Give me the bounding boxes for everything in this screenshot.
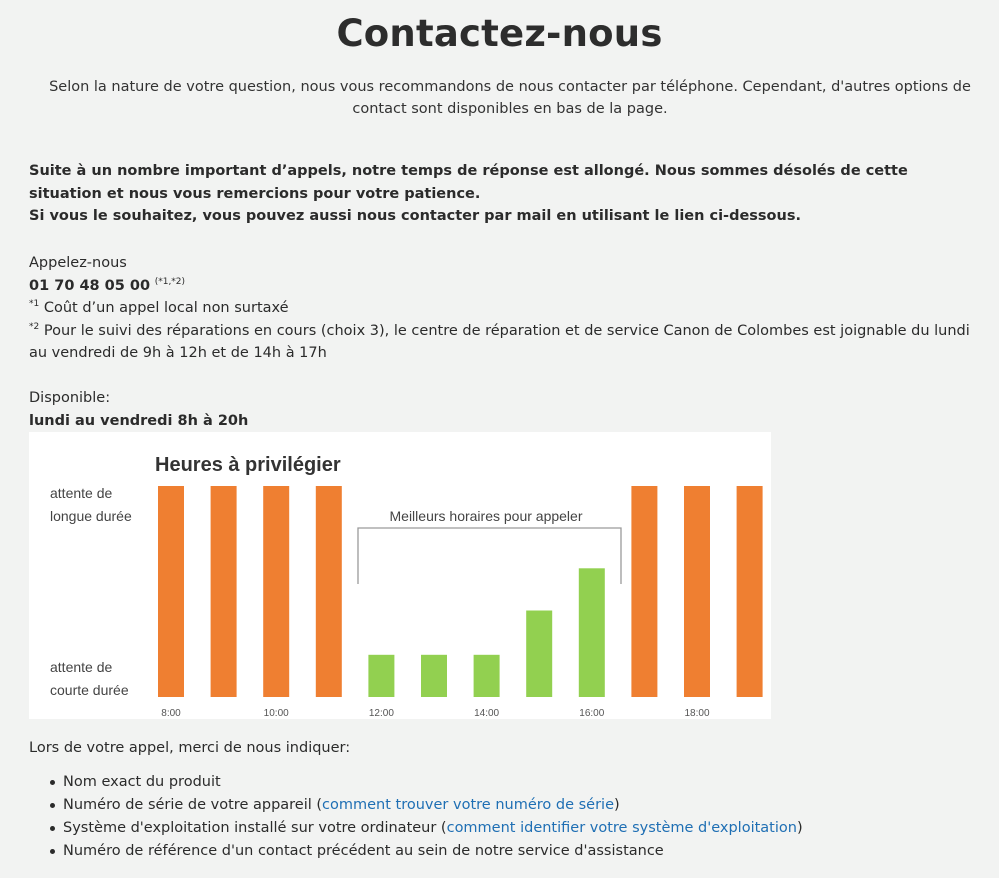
call-hours-chart xyxy=(29,432,771,719)
intro-text: Selon la nature de votre question, nous vous recommandons de nous contacter par téléphone. Cependant, d'autres options de contact sont disponibles en bas de la page. xyxy=(49,79,971,117)
phone-number[interactable]: 01 70 48 05 00 xyxy=(29,277,151,294)
instructions-list xyxy=(29,771,803,863)
tick-labels-group xyxy=(161,708,710,719)
item-reference-number: Numéro de référence d'un contact précédent au sein de notre service d'assistance xyxy=(63,843,664,859)
instructions-intro: Lors de votre appel, merci de nous indiquer: xyxy=(29,740,351,756)
availability-section xyxy=(29,387,248,432)
os-help-link[interactable]: comment identifier votre système d'exploitation xyxy=(446,820,797,836)
delay-notice xyxy=(29,160,979,228)
item-serial-text: Numéro de série de votre appareil ( xyxy=(63,797,323,813)
bar-19h00 xyxy=(737,486,763,697)
item-product-name: Nom exact du produit xyxy=(63,774,221,790)
bar-17h00 xyxy=(631,486,657,697)
footnote-1-mark: *1 xyxy=(29,299,40,309)
list-item xyxy=(63,817,803,840)
chart-svg xyxy=(29,432,771,719)
y-label-top-line-1: attente de xyxy=(50,485,113,501)
availability-label: Disponible: xyxy=(29,390,111,406)
tick-label: 16:00 xyxy=(579,708,605,719)
tick-label: 12:00 xyxy=(368,708,394,719)
bar-13h00 xyxy=(421,655,447,697)
tick-label: 14:00 xyxy=(474,708,500,719)
footnote-2: Pour le suivi des réparations en cours (choix 3), le centre de réparation et de service Canon de Colombes est joignable du lundi au vendredi de 9h à 12h et de 14h à 17h xyxy=(29,322,970,361)
bar-10h00 xyxy=(263,486,289,697)
tick-label: 10:00 xyxy=(263,708,289,719)
best-hours-label: Meilleurs horaires pour appeler xyxy=(389,508,583,524)
bar-8h00 xyxy=(158,486,184,697)
list-item xyxy=(63,840,803,863)
bar-11h00 xyxy=(316,486,342,697)
item-serial-after: ) xyxy=(614,797,620,813)
page-title: Contactez-nous xyxy=(336,12,663,55)
item-os-after: ) xyxy=(796,820,803,836)
notice-line-2: Si vous le souhaitez, vous pouvez aussi nous contacter par mail en utilisant le lien ci-dessous. xyxy=(29,208,801,224)
list-item xyxy=(63,771,803,794)
bar-9h00 xyxy=(211,486,237,697)
tick-label: 8:00 xyxy=(161,708,181,719)
y-label-top-line-2: longue durée xyxy=(50,508,132,524)
y-label-bottom-line-1: attente de xyxy=(50,659,113,675)
bar-18h00 xyxy=(684,486,710,697)
list-item xyxy=(63,794,803,817)
call-label: Appelez-nous xyxy=(29,255,127,271)
footnote-2-mark: *2 xyxy=(29,321,40,332)
item-os-text: Système d'exploitation installé sur votre ordinateur ( xyxy=(63,820,447,836)
call-section xyxy=(29,252,989,365)
bar-16h00 xyxy=(579,568,605,697)
phone-footnote-refs: (*1,*2) xyxy=(154,276,186,287)
bar-15h00 xyxy=(526,611,552,698)
tick-label: 18:00 xyxy=(684,708,710,719)
bar-12h00 xyxy=(368,655,394,697)
bar-14h00 xyxy=(474,655,500,697)
footnote-1: Coût d’un appel local non surtaxé xyxy=(43,300,289,316)
chart-title: Heures à privilégier xyxy=(155,454,341,476)
y-label-bottom-line-2: courte durée xyxy=(50,682,129,698)
notice-line-1: Suite à un nombre important d’appels, notre temps de réponse est allongé. Nous sommes désolés de cette situation et nous vous remercions pour votre patience. xyxy=(29,163,908,202)
serial-number-help-link[interactable]: comment trouver votre numéro de série xyxy=(322,797,614,813)
availability-hours: lundi au vendredi 8h à 20h xyxy=(29,412,249,429)
